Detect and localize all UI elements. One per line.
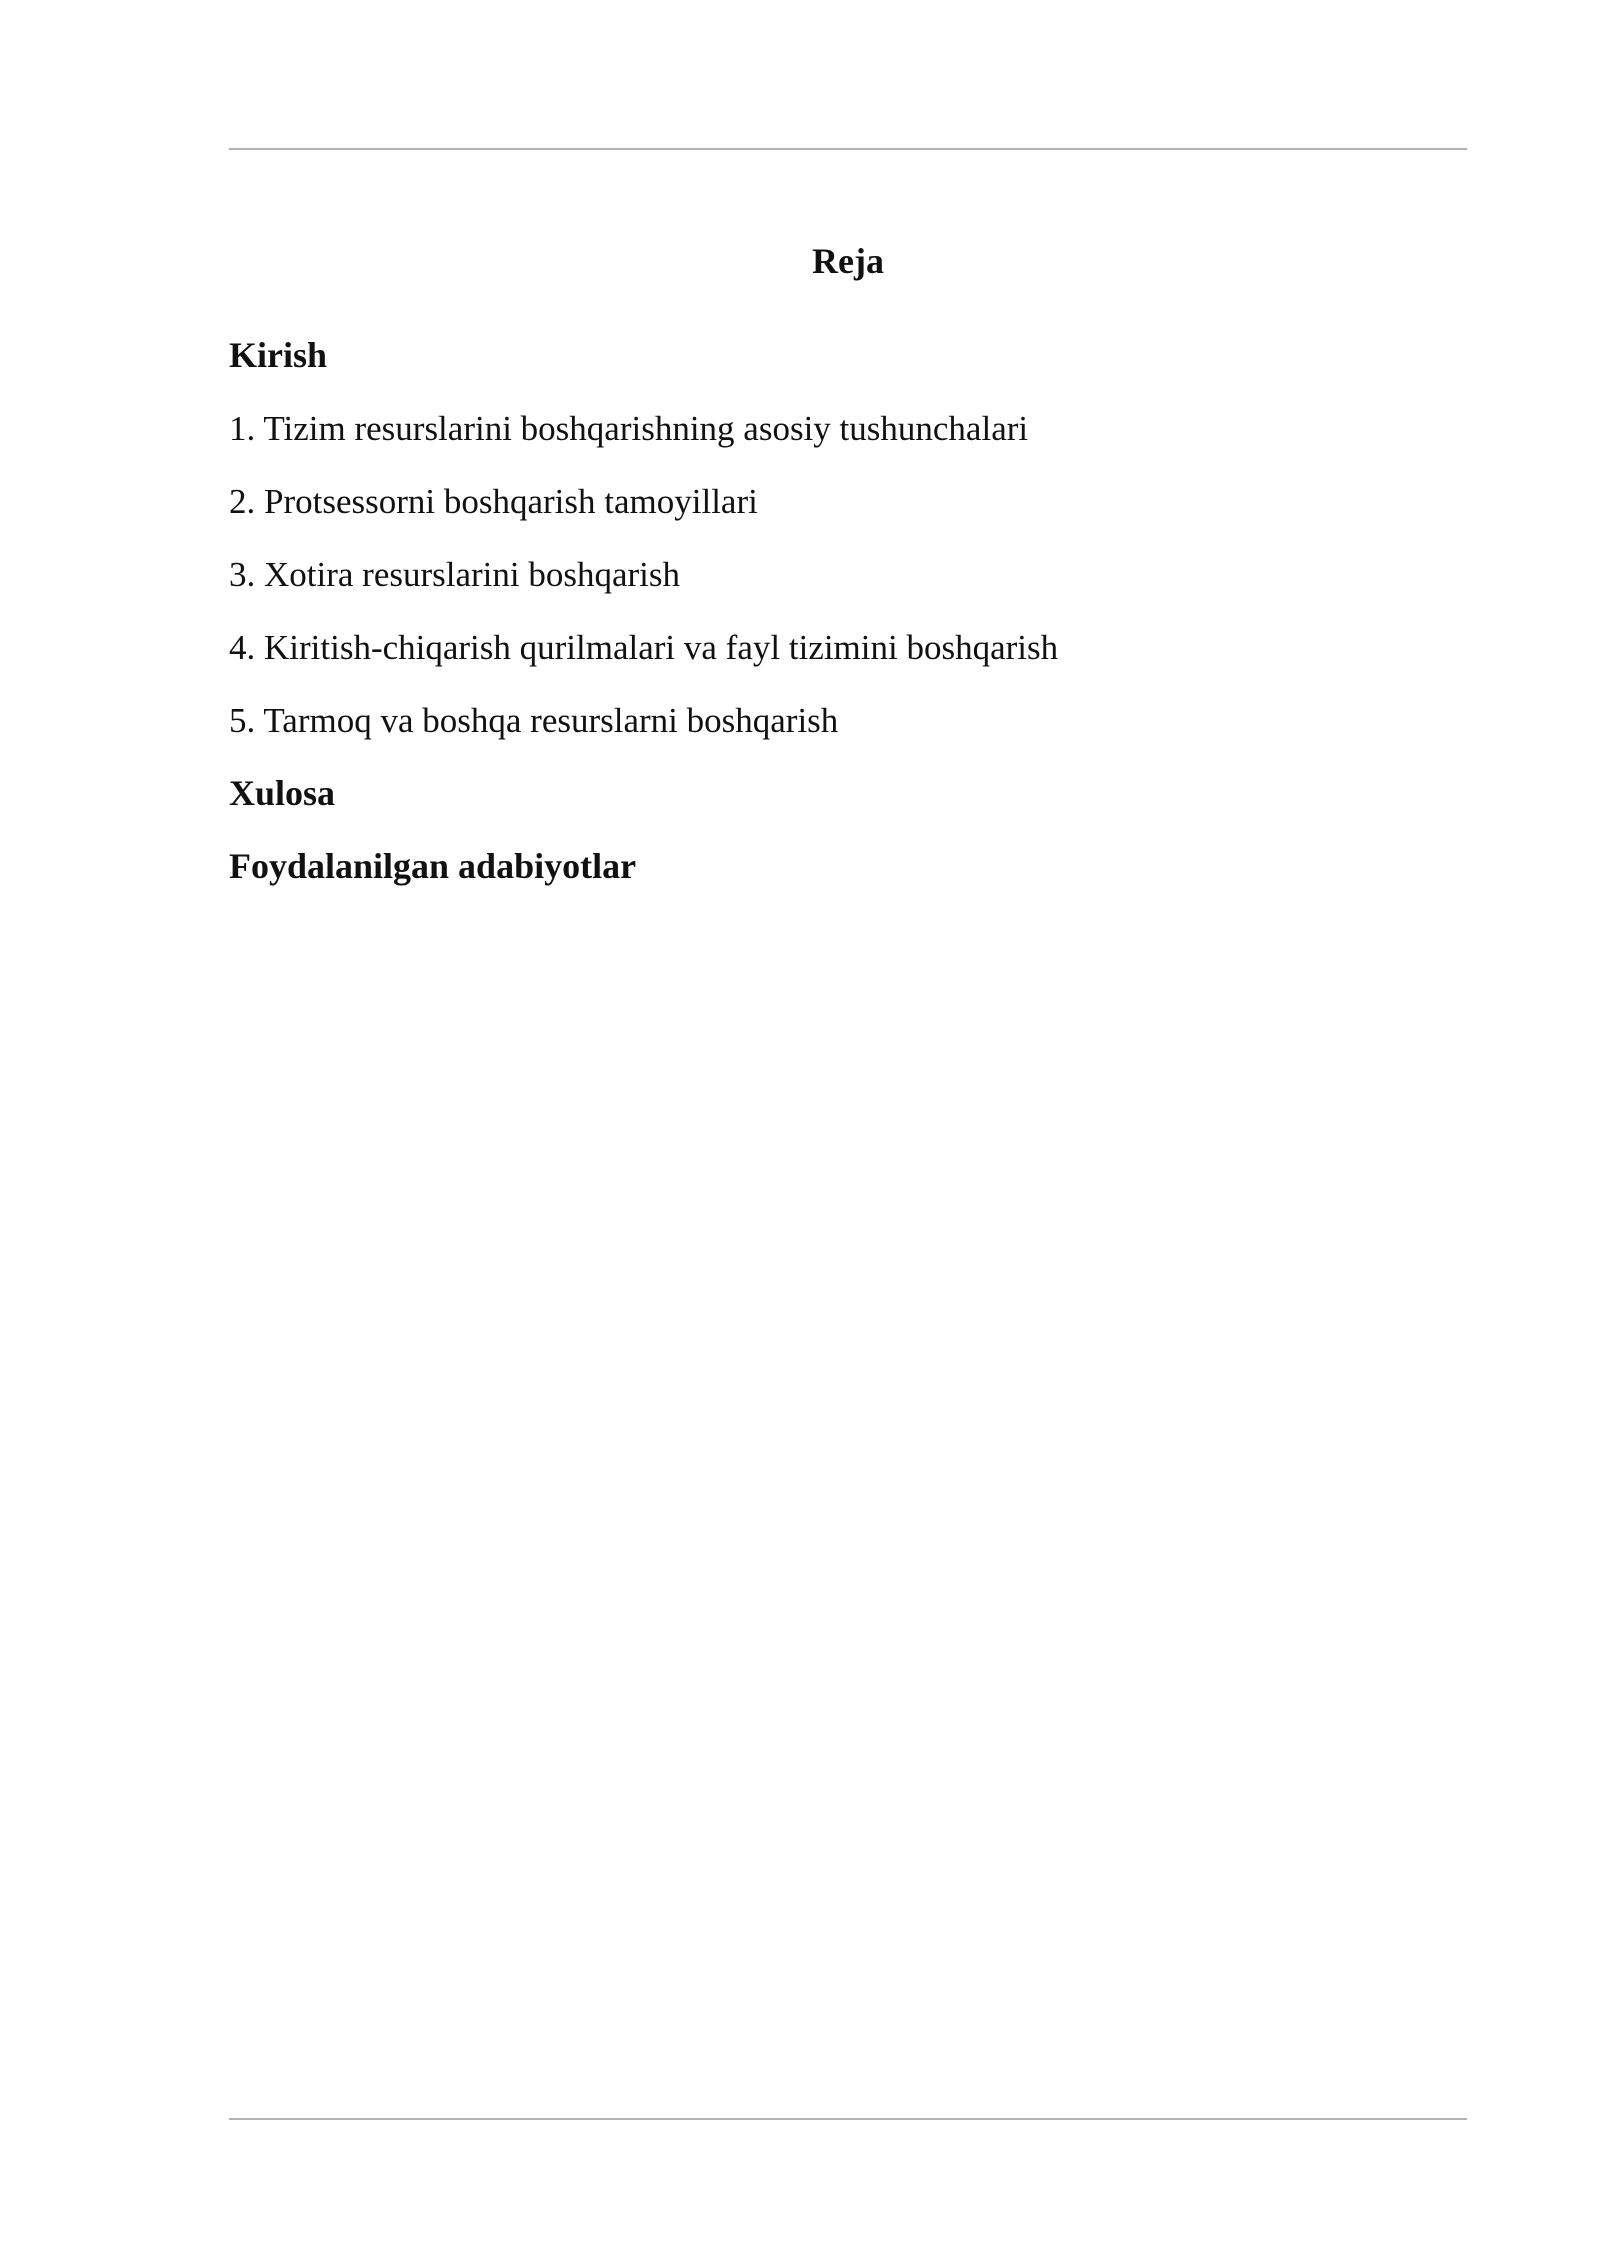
document-title: Reja xyxy=(812,241,884,281)
toc-item-4: 4. Kiritish-chiqarish qurilmalari va fayl tizimini boshqarish xyxy=(229,628,1059,667)
toc-item-2: 2. Protsessorni boshqarish tamoyillari xyxy=(229,482,758,521)
document-body xyxy=(229,228,1467,903)
toc-item-1: 1. Tizim resurslarini boshqarishning asosiy tushunchalari xyxy=(229,409,1029,448)
toc-item-3: 3. Xotira resurslarini boshqarish xyxy=(229,555,681,594)
title-spacing xyxy=(229,294,1467,319)
footer-rule xyxy=(229,2118,1467,2120)
section-conclusion: Xulosa xyxy=(229,773,336,813)
header-rule xyxy=(229,148,1467,150)
toc-item-5: 5. Tarmoq va boshqa resurslarni boshqarish xyxy=(229,701,839,740)
section-intro: Kirish xyxy=(229,335,328,375)
section-references: Foydalanilgan adabiyotlar xyxy=(229,846,637,886)
